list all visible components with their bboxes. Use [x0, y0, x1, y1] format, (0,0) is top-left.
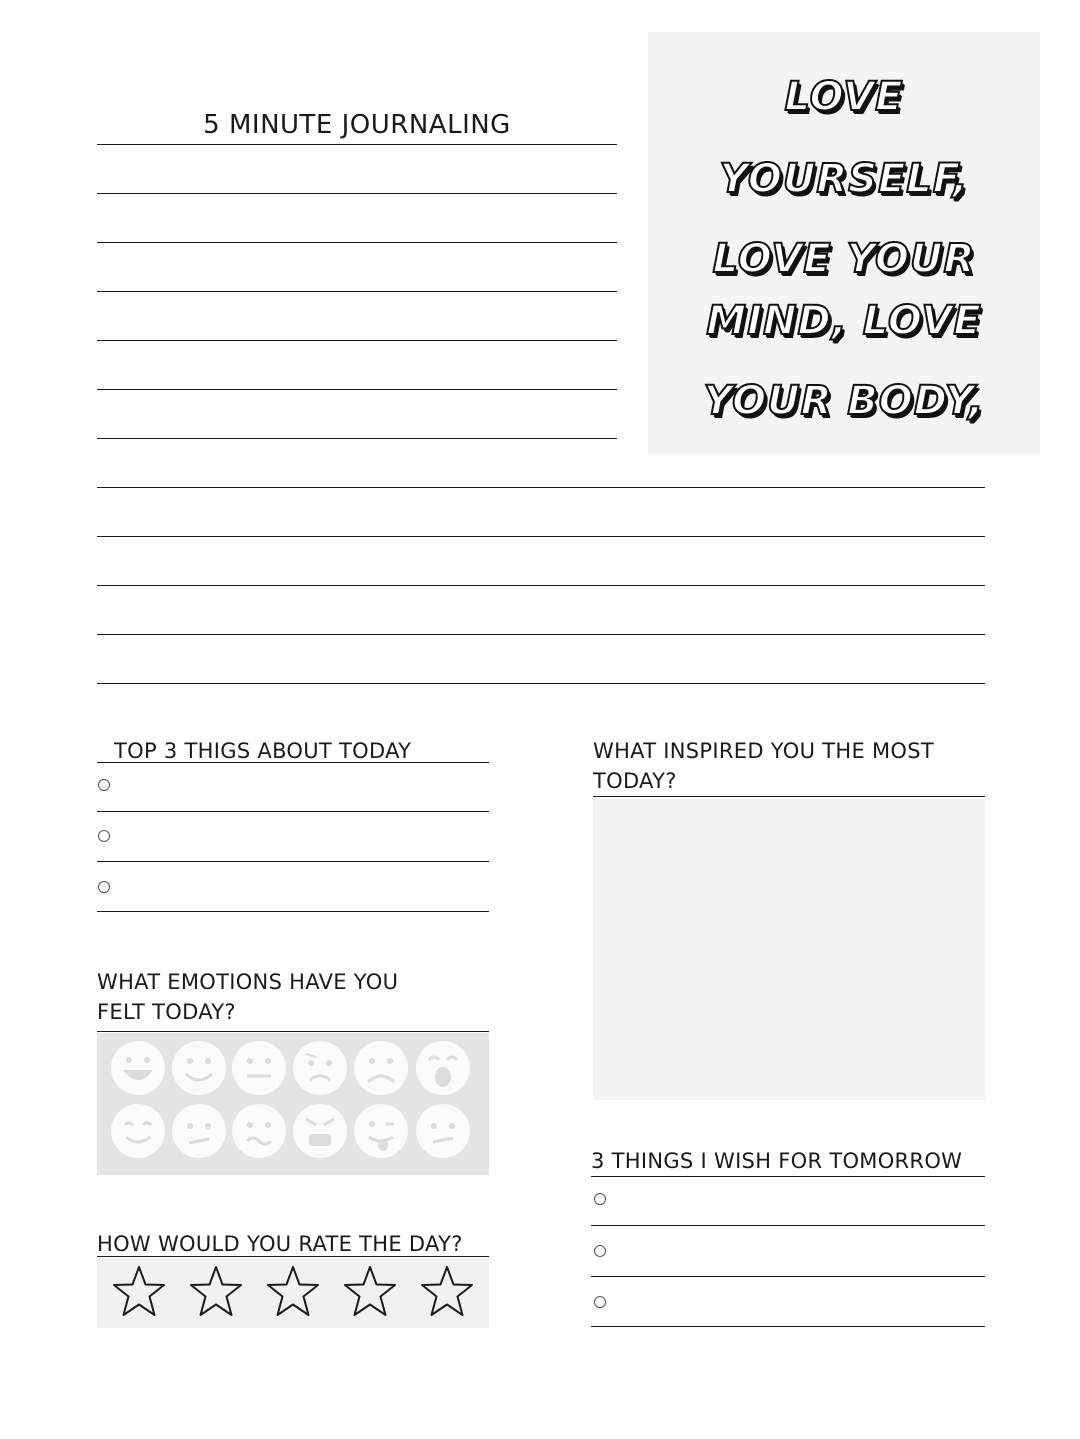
- section-underline: [97, 1256, 489, 1257]
- embarrassed-face-icon[interactable]: [232, 1104, 286, 1158]
- quote-line: LOVE: [784, 74, 904, 120]
- bullet-circle-icon[interactable]: [98, 830, 110, 842]
- emotion-faces-panel: [97, 1033, 489, 1175]
- writing-line[interactable]: [97, 811, 489, 812]
- bullet-circle-icon[interactable]: [98, 881, 110, 893]
- writing-line[interactable]: [591, 1326, 985, 1327]
- smiling-face-icon[interactable]: [172, 1041, 226, 1095]
- tongue-out-face-icon[interactable]: [354, 1104, 408, 1158]
- confused-face-icon[interactable]: [172, 1104, 226, 1158]
- worried-face-icon[interactable]: [293, 1041, 347, 1095]
- emotion-faces-svg: [97, 1033, 489, 1175]
- neutral-face-icon[interactable]: [232, 1041, 286, 1095]
- quote-line: YOUR BODY,: [703, 378, 985, 424]
- inspired-label-line2: TODAY?: [593, 769, 677, 793]
- bullet-circle-icon[interactable]: [594, 1245, 606, 1257]
- section-underline: [97, 1031, 489, 1032]
- star-icon[interactable]: [111, 1264, 167, 1320]
- writing-line[interactable]: [591, 1225, 985, 1226]
- bullet-circle-icon[interactable]: [594, 1296, 606, 1308]
- skeptical-face-icon[interactable]: [416, 1104, 470, 1158]
- sad-face-icon[interactable]: [354, 1041, 408, 1095]
- star-icon[interactable]: [342, 1264, 398, 1320]
- inspired-label-line1: WHAT INSPIRED YOU THE MOST: [593, 739, 935, 763]
- quote-box: [648, 32, 1040, 454]
- relieved-face-icon[interactable]: [111, 1104, 165, 1158]
- writing-line[interactable]: [97, 291, 617, 292]
- inspired-writing-box[interactable]: [593, 798, 985, 1100]
- section-underline: [591, 1176, 985, 1177]
- top-three-label: TOP 3 THIGS ABOUT TODAY: [114, 739, 412, 763]
- writing-line[interactable]: [97, 536, 985, 537]
- rating-label: HOW WOULD YOU RATE THE DAY?: [97, 1232, 463, 1256]
- writing-line[interactable]: [97, 585, 985, 586]
- star-icon[interactable]: [188, 1264, 244, 1320]
- quote-line: YOURSELF,: [719, 156, 969, 202]
- quote-line: LOVE YOUR: [712, 236, 976, 282]
- emotions-label-line2: FELT TODAY?: [97, 1000, 236, 1024]
- angry-face-icon[interactable]: [293, 1104, 347, 1158]
- section-underline: [97, 762, 489, 763]
- writing-line[interactable]: [97, 340, 617, 341]
- bullet-circle-icon[interactable]: [98, 779, 110, 791]
- writing-line[interactable]: [97, 487, 985, 488]
- writing-line[interactable]: [591, 1276, 985, 1277]
- writing-line[interactable]: [97, 634, 985, 635]
- writing-line[interactable]: [97, 438, 617, 439]
- star-icon[interactable]: [265, 1264, 321, 1320]
- section-underline: [593, 796, 985, 797]
- emotions-label-line1: WHAT EMOTIONS HAVE YOU: [97, 970, 399, 994]
- writing-line[interactable]: [97, 144, 617, 145]
- bullet-circle-icon[interactable]: [594, 1193, 606, 1205]
- writing-line[interactable]: [97, 911, 489, 912]
- writing-line[interactable]: [97, 242, 617, 243]
- star-icon[interactable]: [419, 1264, 475, 1320]
- writing-line[interactable]: [97, 861, 489, 862]
- writing-line[interactable]: [97, 683, 985, 684]
- rating-stars-panel: [97, 1258, 489, 1328]
- laughing-face-icon[interactable]: [111, 1041, 165, 1095]
- writing-line[interactable]: [97, 193, 617, 194]
- surprised-face-icon[interactable]: [416, 1041, 470, 1095]
- quote-line: MIND, LOVE: [706, 298, 982, 344]
- wishes-label: 3 THINGS I WISH FOR TOMORROW: [591, 1149, 963, 1173]
- writing-line[interactable]: [97, 389, 617, 390]
- journal-title: 5 MINUTE JOURNALING: [203, 110, 511, 140]
